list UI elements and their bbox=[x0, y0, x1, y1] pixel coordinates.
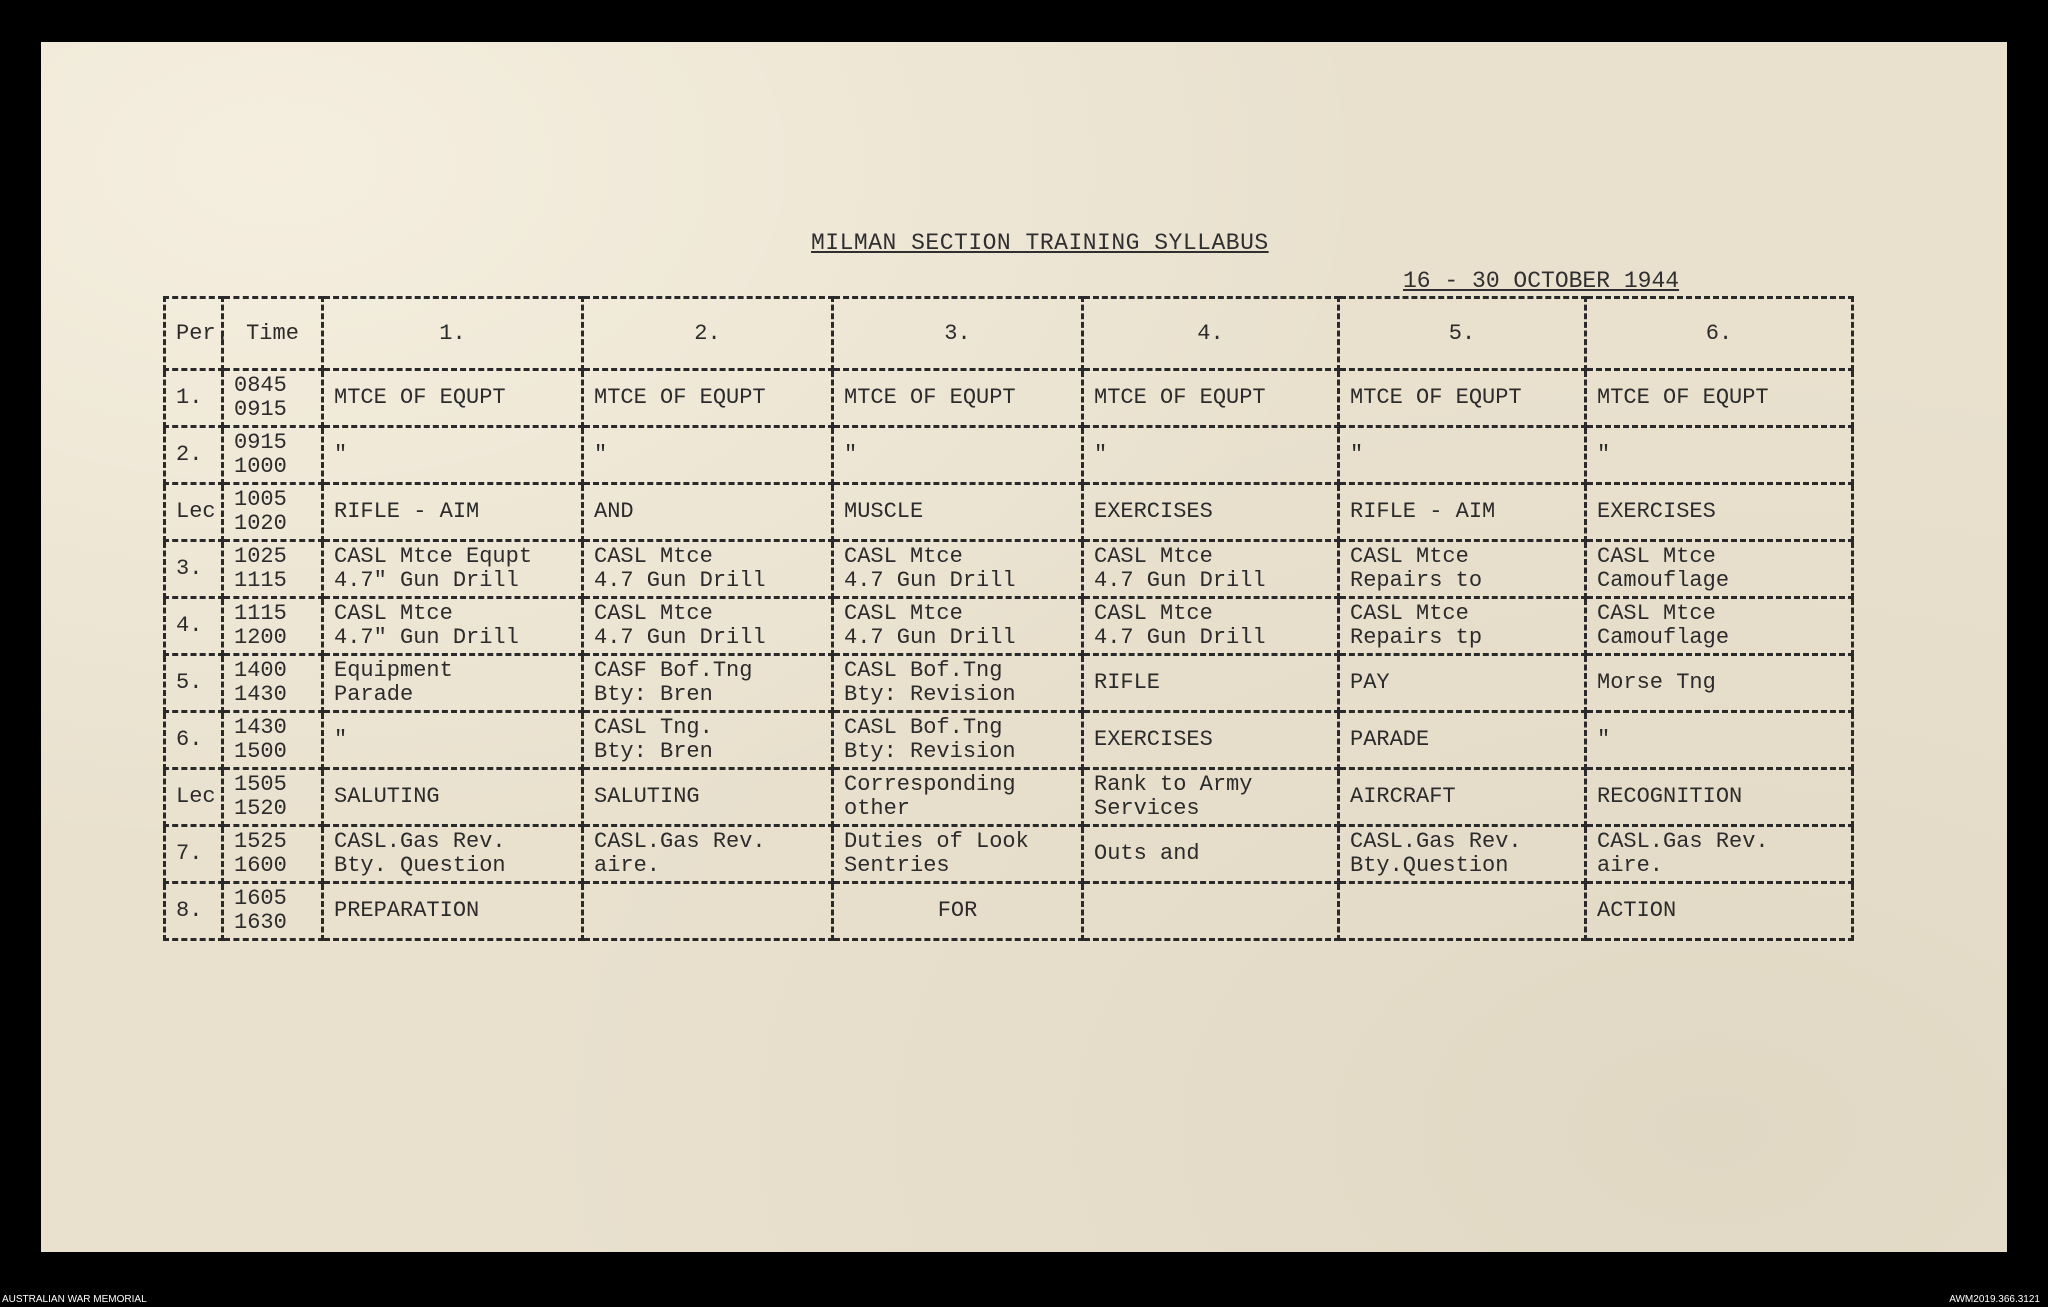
schedule-cell-day-4 bbox=[1083, 826, 1339, 883]
schedule-cell-day-6 bbox=[1586, 541, 1853, 598]
cell-text-line: " bbox=[1094, 442, 1108, 467]
cell-text-line: Repairs tp bbox=[1350, 625, 1483, 650]
schedule-cell-day-4 bbox=[1083, 712, 1339, 769]
cell-text-line: CASL Mtce bbox=[334, 601, 453, 626]
cell-text-line: Sentries bbox=[844, 853, 950, 878]
cell-text-line: " bbox=[594, 442, 608, 467]
cell-text-line: MTCE OF EQUPT bbox=[1094, 385, 1266, 410]
cell-text-line: " bbox=[844, 442, 858, 467]
cell-text-line: 4.7 Gun Drill bbox=[594, 568, 766, 593]
cell-text-line: Equipment bbox=[334, 658, 453, 683]
cell-text-line: Bty. Question bbox=[334, 853, 506, 878]
end-time: 1020 bbox=[234, 511, 287, 536]
schedule-cell-day-2 bbox=[583, 655, 833, 712]
schedule-cell-day-4 bbox=[1083, 883, 1339, 940]
schedule-cell-day-5 bbox=[1339, 598, 1586, 655]
schedule-cell-day-1 bbox=[323, 769, 583, 826]
cell-text-line: Duties of Look bbox=[844, 829, 1029, 854]
time-cell bbox=[223, 769, 323, 826]
header-day-1: 1. bbox=[323, 298, 583, 370]
schedule-cell-day-5 bbox=[1339, 655, 1586, 712]
cell-text-line: MTCE OF EQUPT bbox=[1597, 385, 1769, 410]
cell-text-line: FOR bbox=[937, 898, 978, 923]
cell-text-line: PAY bbox=[1350, 670, 1390, 695]
schedule-cell-day-4 bbox=[1083, 769, 1339, 826]
schedule-cell-day-1 bbox=[323, 883, 583, 940]
cell-text-line: AND bbox=[594, 499, 634, 524]
table-row bbox=[165, 427, 1853, 484]
cell-text-line: 4.7 Gun Drill bbox=[844, 568, 1016, 593]
schedule-cell-day-4 bbox=[1083, 598, 1339, 655]
schedule-cell-day-3 bbox=[833, 769, 1083, 826]
cell-text-line: MUSCLE bbox=[844, 499, 924, 524]
start-time: 0915 bbox=[234, 430, 287, 455]
schedule-cell-day-3 bbox=[833, 484, 1083, 541]
cell-text-line: RECOGNITION bbox=[1597, 784, 1743, 809]
header-day-3: 3. bbox=[833, 298, 1083, 370]
start-time: 1025 bbox=[234, 544, 287, 569]
cell-text-line: other bbox=[844, 796, 911, 821]
schedule-cell-day-2 bbox=[583, 370, 833, 427]
cell-text-line: 4.7 Gun Drill bbox=[594, 625, 766, 650]
cell-text-line: MTCE OF EQUPT bbox=[594, 385, 766, 410]
schedule-cell-day-1 bbox=[323, 541, 583, 598]
period-cell: 2. bbox=[165, 427, 223, 484]
cell-text-line: Parade bbox=[334, 682, 414, 707]
cell-text-line: CASL Bof.Tng bbox=[844, 658, 1003, 683]
document-title: MILMAN SECTION TRAINING SYLLABUS bbox=[811, 230, 1269, 256]
cell-text-line: aire. bbox=[1597, 853, 1664, 878]
cell-text-line: CASL Mtce bbox=[844, 601, 963, 626]
schedule-cell-day-4 bbox=[1083, 370, 1339, 427]
period-cell: 6. bbox=[165, 712, 223, 769]
period-cell: Lec bbox=[165, 769, 223, 826]
footer-accession-number: AWM2019.366.3121 bbox=[1949, 1294, 2040, 1305]
cell-text-line: CASL.Gas Rev. bbox=[1597, 829, 1769, 854]
schedule-cell-day-1 bbox=[323, 598, 583, 655]
syllabus-table bbox=[163, 296, 1854, 941]
cell-text-line: EXERCISES bbox=[1094, 727, 1213, 752]
schedule-cell-day-1 bbox=[323, 712, 583, 769]
start-time: 1430 bbox=[234, 715, 287, 740]
cell-text-line: CASL Mtce bbox=[594, 601, 713, 626]
schedule-cell-day-6 bbox=[1586, 370, 1853, 427]
header-per: Per. bbox=[165, 298, 223, 370]
schedule-cell-day-6 bbox=[1586, 883, 1853, 940]
period-cell: 8. bbox=[165, 883, 223, 940]
table-row bbox=[165, 370, 1853, 427]
cell-text-line: CASL.Gas Rev. bbox=[334, 829, 506, 854]
schedule-cell-day-6 bbox=[1586, 826, 1853, 883]
cell-text-line: 4.7 Gun Drill bbox=[1094, 625, 1266, 650]
schedule-cell-day-4 bbox=[1083, 427, 1339, 484]
cell-text-line: " bbox=[1350, 442, 1364, 467]
footer-credit: AUSTRALIAN WAR MEMORIAL bbox=[2, 1294, 147, 1305]
time-cell bbox=[223, 598, 323, 655]
schedule-cell-day-4 bbox=[1083, 484, 1339, 541]
schedule-cell-day-4 bbox=[1083, 655, 1339, 712]
cell-text-line: Bty: Revision bbox=[844, 682, 1016, 707]
schedule-cell-day-3 bbox=[833, 370, 1083, 427]
cell-text-line: " bbox=[1597, 727, 1611, 752]
end-time: 1430 bbox=[234, 682, 287, 707]
end-time: 1115 bbox=[234, 568, 287, 593]
schedule-cell-day-2 bbox=[583, 769, 833, 826]
schedule-cell-day-5 bbox=[1339, 541, 1586, 598]
cell-text-line: PREPARATION bbox=[334, 898, 480, 923]
cell-text-line: Repairs to bbox=[1350, 568, 1483, 593]
start-time: 1400 bbox=[234, 658, 287, 683]
time-cell bbox=[223, 370, 323, 427]
schedule-cell-day-3 bbox=[833, 541, 1083, 598]
period-cell: 3. bbox=[165, 541, 223, 598]
cell-text-line: Services bbox=[1094, 796, 1200, 821]
table-row bbox=[165, 826, 1853, 883]
header-time: Time bbox=[223, 298, 323, 370]
start-time: 1005 bbox=[234, 487, 287, 512]
start-time: 1605 bbox=[234, 886, 287, 911]
end-time: 1600 bbox=[234, 853, 287, 878]
schedule-cell-day-1 bbox=[323, 484, 583, 541]
cell-text-line: SALUTING bbox=[334, 784, 440, 809]
period-cell: 7. bbox=[165, 826, 223, 883]
cell-text-line: ACTION bbox=[1597, 898, 1677, 923]
time-cell bbox=[223, 712, 323, 769]
cell-text-line: CASL Mtce Equpt bbox=[334, 544, 533, 569]
table-header-row bbox=[165, 298, 1853, 370]
period-cell: Lec. bbox=[165, 484, 223, 541]
start-time: 0845 bbox=[234, 373, 287, 398]
time-cell bbox=[223, 655, 323, 712]
cell-text-line: CASL Mtce bbox=[844, 544, 963, 569]
cell-text-line: CASL Mtce bbox=[594, 544, 713, 569]
end-time: 1630 bbox=[234, 910, 287, 935]
schedule-cell-day-2 bbox=[583, 826, 833, 883]
schedule-cell-day-2 bbox=[583, 427, 833, 484]
cell-text-line: CASL Mtce bbox=[1597, 601, 1716, 626]
cell-text-line: CASL.Gas Rev. bbox=[1350, 829, 1522, 854]
schedule-cell-day-6 bbox=[1586, 598, 1853, 655]
cell-text-line: PARADE bbox=[1350, 727, 1430, 752]
schedule-cell-day-6 bbox=[1586, 427, 1853, 484]
cell-text-line: " bbox=[334, 727, 348, 752]
schedule-cell-day-6 bbox=[1586, 769, 1853, 826]
start-time: 1525 bbox=[234, 829, 287, 854]
table-row bbox=[165, 769, 1853, 826]
start-time: 1115 bbox=[234, 601, 287, 626]
schedule-cell-day-2 bbox=[583, 484, 833, 541]
cell-text-line: CASF Bof.Tng bbox=[594, 658, 753, 683]
cell-text-line: AIRCRAFT bbox=[1350, 784, 1456, 809]
schedule-cell-day-5 bbox=[1339, 769, 1586, 826]
cell-text-line: 4.7 Gun Drill bbox=[844, 625, 1016, 650]
cell-text-line: MTCE OF EQUPT bbox=[334, 385, 506, 410]
schedule-cell-day-6 bbox=[1586, 484, 1853, 541]
cell-text-line: Morse Tng bbox=[1597, 670, 1716, 695]
schedule-cell-day-5 bbox=[1339, 712, 1586, 769]
cell-text-line: " bbox=[1597, 442, 1611, 467]
end-time: 1500 bbox=[234, 739, 287, 764]
header-day-6: 6. bbox=[1586, 298, 1853, 370]
schedule-cell-day-2 bbox=[583, 541, 833, 598]
cell-text-line: CASL Mtce bbox=[1350, 544, 1469, 569]
cell-text-line: EXERCISES bbox=[1094, 499, 1213, 524]
header-day-4: 4. bbox=[1083, 298, 1339, 370]
cell-text-line: CASL Mtce bbox=[1094, 544, 1213, 569]
table-row bbox=[165, 484, 1853, 541]
schedule-cell-day-3 bbox=[833, 598, 1083, 655]
cell-text-line: RIFLE - AIM bbox=[334, 499, 480, 524]
schedule-cell-day-5 bbox=[1339, 427, 1586, 484]
header-day-5: 5. bbox=[1339, 298, 1586, 370]
schedule-cell-day-1 bbox=[323, 655, 583, 712]
schedule-cell-day-3 bbox=[833, 883, 1083, 940]
cell-text-line: CASL.Gas Rev. bbox=[594, 829, 766, 854]
period-cell: 4. bbox=[165, 598, 223, 655]
cell-text-line: aire. bbox=[594, 853, 661, 878]
cell-text-line: SALUTING bbox=[594, 784, 700, 809]
cell-text-line: " bbox=[334, 442, 348, 467]
schedule-cell-day-5 bbox=[1339, 826, 1586, 883]
cell-text-line: Camouflage bbox=[1597, 568, 1730, 593]
cell-text-line: CASL Tng. bbox=[594, 715, 713, 740]
schedule-cell-day-1 bbox=[323, 370, 583, 427]
time-cell bbox=[223, 883, 323, 940]
schedule-cell-day-6 bbox=[1586, 712, 1853, 769]
cell-text-line: CASL Mtce bbox=[1350, 601, 1469, 626]
cell-text-line: Outs and bbox=[1094, 841, 1200, 866]
cell-text-line: RIFLE bbox=[1094, 670, 1161, 695]
time-cell bbox=[223, 826, 323, 883]
cell-text-line: 4.7 Gun Drill bbox=[1094, 568, 1266, 593]
schedule-cell-day-4 bbox=[1083, 541, 1339, 598]
cell-text-line: 4.7" Gun Drill bbox=[334, 568, 519, 593]
time-cell bbox=[223, 484, 323, 541]
schedule-cell-day-2 bbox=[583, 883, 833, 940]
table-row bbox=[165, 541, 1853, 598]
cell-text-line: Bty.Question bbox=[1350, 853, 1509, 878]
time-cell bbox=[223, 541, 323, 598]
cell-text-line: Rank to Army bbox=[1094, 772, 1253, 797]
end-time: 1000 bbox=[234, 454, 287, 479]
cell-text-line: Corresponding bbox=[844, 772, 1016, 797]
cell-text-line: RIFLE - AIM bbox=[1350, 499, 1496, 524]
schedule-cell-day-3 bbox=[833, 712, 1083, 769]
table-row bbox=[165, 598, 1853, 655]
schedule-cell-day-5 bbox=[1339, 883, 1586, 940]
header-day-2: 2. bbox=[583, 298, 833, 370]
schedule-cell-day-3 bbox=[833, 427, 1083, 484]
cell-text-line: 4.7" Gun Drill bbox=[334, 625, 519, 650]
period-cell: 5. bbox=[165, 655, 223, 712]
time-cell bbox=[223, 427, 323, 484]
schedule-cell-day-1 bbox=[323, 826, 583, 883]
cell-text-line: CASL Mtce bbox=[1597, 544, 1716, 569]
schedule-cell-day-5 bbox=[1339, 484, 1586, 541]
end-time: 1200 bbox=[234, 625, 287, 650]
end-time: 0915 bbox=[234, 397, 287, 422]
schedule-cell-day-3 bbox=[833, 655, 1083, 712]
schedule-cell-day-1 bbox=[323, 427, 583, 484]
cell-text-line: Camouflage bbox=[1597, 625, 1730, 650]
schedule-cell-day-3 bbox=[833, 826, 1083, 883]
cell-text-line: MTCE OF EQUPT bbox=[1350, 385, 1522, 410]
document-date: 16 - 30 OCTOBER 1944 bbox=[1403, 268, 1680, 294]
cell-text-line: EXERCISES bbox=[1597, 499, 1716, 524]
schedule-cell-day-2 bbox=[583, 598, 833, 655]
cell-text-line: CASL Mtce bbox=[1094, 601, 1213, 626]
cell-text-line: Bty: Bren bbox=[594, 739, 713, 764]
schedule-cell-day-5 bbox=[1339, 370, 1586, 427]
start-time: 1505 bbox=[234, 772, 287, 797]
cell-text-line: Bty: Bren bbox=[594, 682, 713, 707]
table-row bbox=[165, 712, 1853, 769]
table-row bbox=[165, 883, 1853, 940]
schedule-cell-day-2 bbox=[583, 712, 833, 769]
cell-text-line: CASL Bof.Tng bbox=[844, 715, 1003, 740]
end-time: 1520 bbox=[234, 796, 287, 821]
cell-text-line: Bty: Revision bbox=[844, 739, 1016, 764]
schedule-cell-day-6 bbox=[1586, 655, 1853, 712]
table-row bbox=[165, 655, 1853, 712]
period-cell: 1. bbox=[165, 370, 223, 427]
cell-text-line: MTCE OF EQUPT bbox=[844, 385, 1016, 410]
